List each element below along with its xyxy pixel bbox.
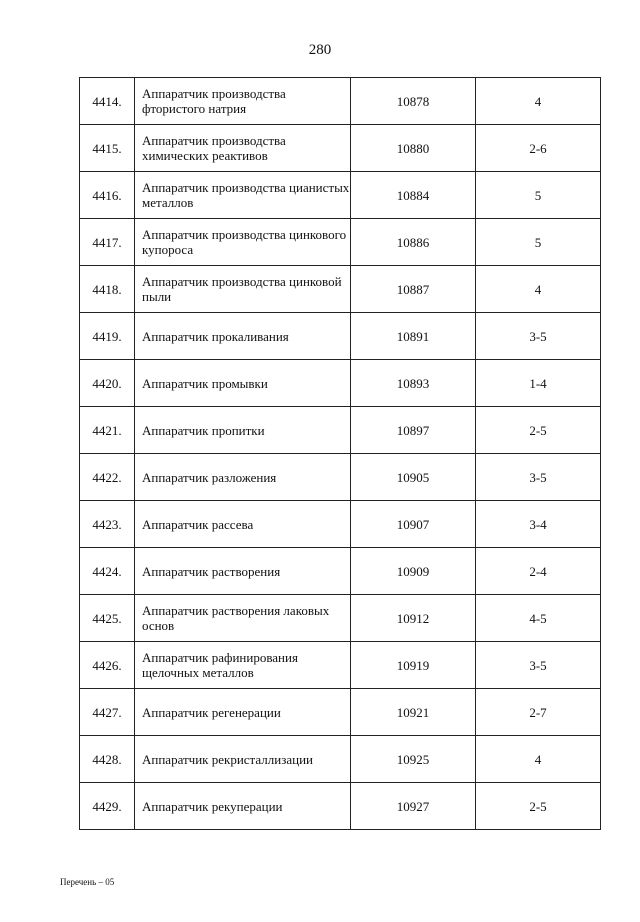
profession-code: 10921: [351, 689, 476, 736]
table-row: [80, 501, 601, 548]
row-number: 4420.: [80, 360, 135, 407]
row-number: 4423.: [80, 501, 135, 548]
grade-range: 4: [476, 736, 601, 783]
table-row: [80, 783, 601, 830]
grade-range: 2-5: [476, 407, 601, 454]
profession-code: 10884: [351, 172, 476, 219]
profession-name: Аппаратчик производства цианистых металлов: [135, 172, 351, 219]
profession-name: Аппаратчик прокаливания: [135, 313, 351, 360]
profession-code: 10880: [351, 125, 476, 172]
grade-range: 5: [476, 172, 601, 219]
profession-name: Аппаратчик рекуперации: [135, 783, 351, 830]
grade-range: 3-4: [476, 501, 601, 548]
row-number: 4415.: [80, 125, 135, 172]
grade-range: 2-7: [476, 689, 601, 736]
row-number: 4429.: [80, 783, 135, 830]
profession-code: 10887: [351, 266, 476, 313]
row-number: 4424.: [80, 548, 135, 595]
profession-name: Аппаратчик растворения: [135, 548, 351, 595]
profession-code: 10891: [351, 313, 476, 360]
grade-range: 4-5: [476, 595, 601, 642]
table-row: [80, 736, 601, 783]
row-number: 4419.: [80, 313, 135, 360]
row-number: 4422.: [80, 454, 135, 501]
grade-range: 3-5: [476, 313, 601, 360]
row-number: 4425.: [80, 595, 135, 642]
profession-name: Аппаратчик промывки: [135, 360, 351, 407]
table-row: [80, 313, 601, 360]
profession-code: 10907: [351, 501, 476, 548]
profession-code: 10919: [351, 642, 476, 689]
table-row: [80, 407, 601, 454]
profession-code: 10905: [351, 454, 476, 501]
row-number: 4418.: [80, 266, 135, 313]
grade-range: 2-6: [476, 125, 601, 172]
profession-code: 10927: [351, 783, 476, 830]
profession-code: 10897: [351, 407, 476, 454]
table-row: [80, 266, 601, 313]
profession-name: Аппаратчик производства цинковой пыли: [135, 266, 351, 313]
footer-label: Перечень – 05: [60, 877, 115, 887]
table-row: [80, 548, 601, 595]
grade-range: 5: [476, 219, 601, 266]
profession-name: Аппаратчик рекристаллизации: [135, 736, 351, 783]
profession-code: 10893: [351, 360, 476, 407]
row-number: 4421.: [80, 407, 135, 454]
row-number: 4427.: [80, 689, 135, 736]
profession-code: 10909: [351, 548, 476, 595]
table-row: [80, 454, 601, 501]
profession-code: 10878: [351, 78, 476, 125]
row-number: 4414.: [80, 78, 135, 125]
grade-range: 2-4: [476, 548, 601, 595]
profession-name: Аппаратчик пропитки: [135, 407, 351, 454]
table-row: [80, 172, 601, 219]
page-number: 280: [308, 42, 332, 58]
row-number: 4426.: [80, 642, 135, 689]
table-row: [80, 219, 601, 266]
profession-code: 10912: [351, 595, 476, 642]
profession-name: Аппаратчик рассева: [135, 501, 351, 548]
grade-range: 4: [476, 266, 601, 313]
table-row: [80, 642, 601, 689]
profession-table: [79, 77, 601, 830]
grade-range: 2-5: [476, 783, 601, 830]
table-row: [80, 125, 601, 172]
row-number: 4417.: [80, 219, 135, 266]
profession-name: Аппаратчик производства фтористого натрия: [135, 78, 351, 125]
profession-code: 10925: [351, 736, 476, 783]
profession-name: Аппаратчик регенерации: [135, 689, 351, 736]
profession-name: Аппаратчик разложения: [135, 454, 351, 501]
profession-code: 10886: [351, 219, 476, 266]
grade-range: 4: [476, 78, 601, 125]
grade-range: 3-5: [476, 454, 601, 501]
table-row: [80, 595, 601, 642]
profession-name: Аппаратчик производства химических реактивов: [135, 125, 351, 172]
table-row: [80, 78, 601, 125]
table-row: [80, 360, 601, 407]
row-number: 4428.: [80, 736, 135, 783]
profession-name: Аппаратчик растворения лаковых основ: [135, 595, 351, 642]
table-row: [80, 689, 601, 736]
grade-range: 1-4: [476, 360, 601, 407]
grade-range: 3-5: [476, 642, 601, 689]
profession-name: Аппаратчик рафинирования щелочных металлов: [135, 642, 351, 689]
profession-name: Аппаратчик производства цинкового купороса: [135, 219, 351, 266]
row-number: 4416.: [80, 172, 135, 219]
